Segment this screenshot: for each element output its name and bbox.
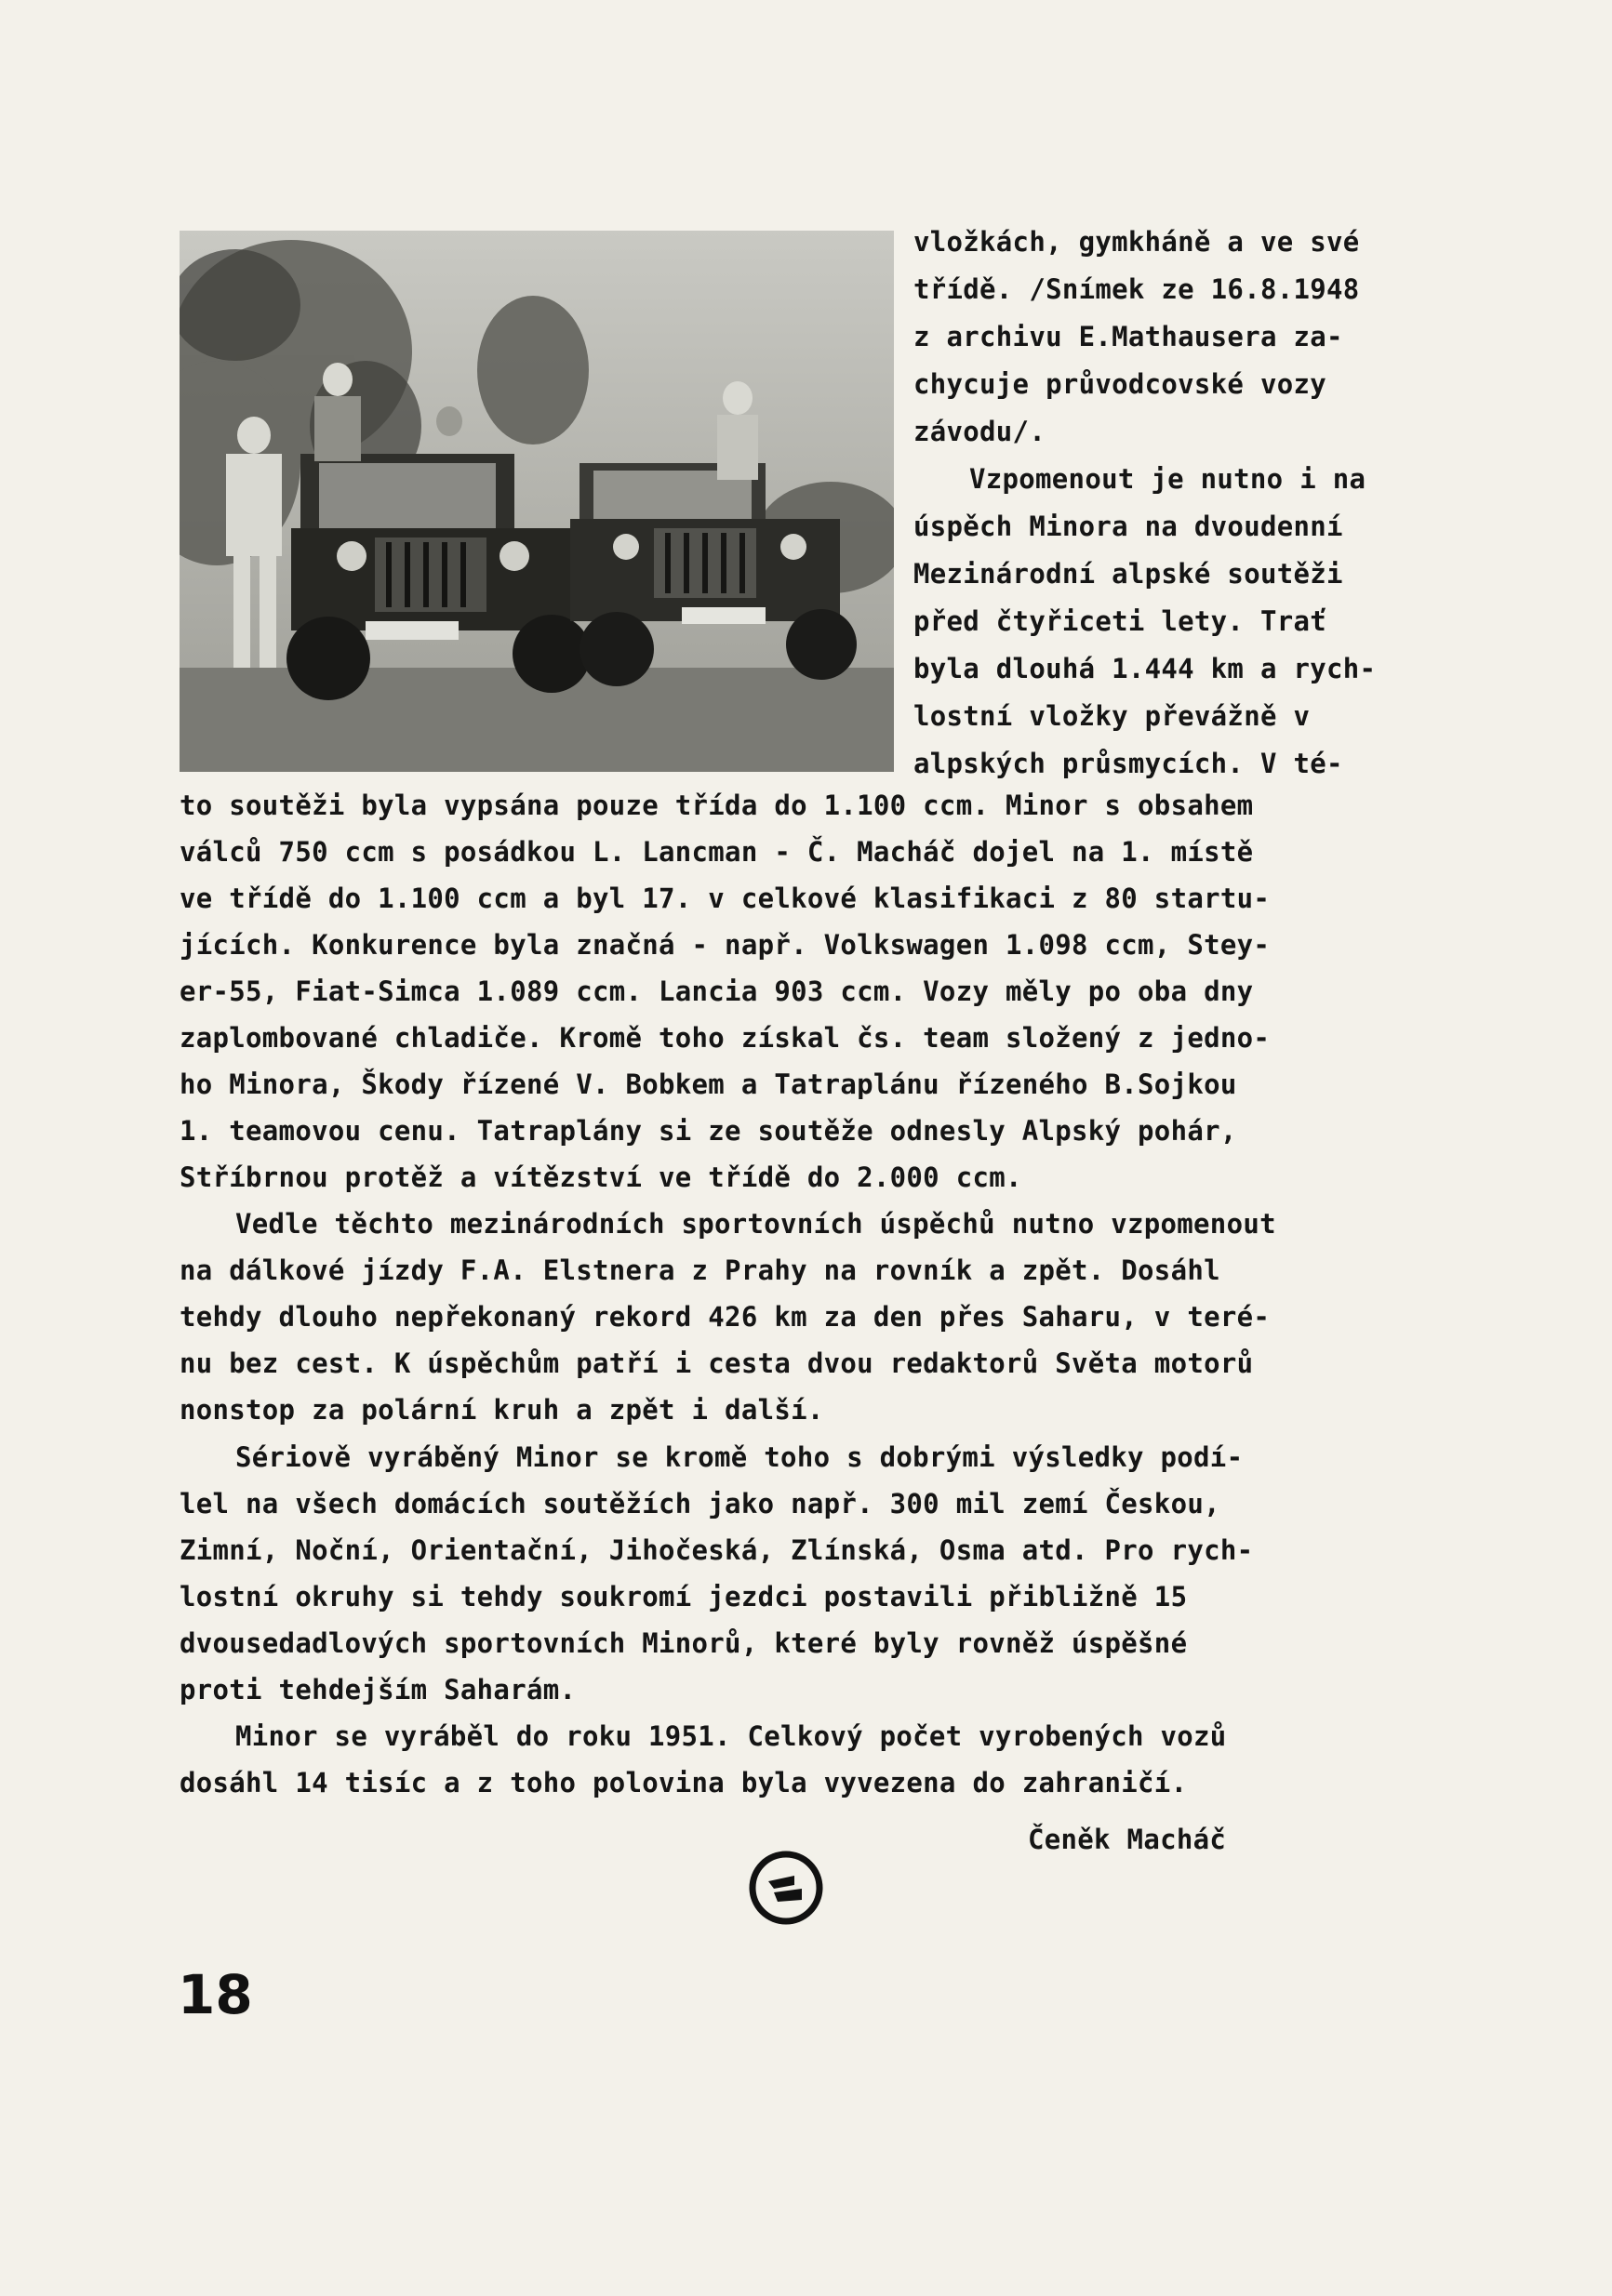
text-line: er-55, Fiat-Simca 1.089 ccm. Lancia 903 ccm. Vozy měly po oba dny: [180, 975, 1254, 1007]
text-line: to soutěži byla vypsána pouze třída do 1.100 ccm. Minor s obsahem: [180, 790, 1254, 821]
text-line: z archivu E.Mathausera za-: [913, 321, 1343, 352]
text-line: lostní okruhy si tehdy soukromí jezdci postavili přibližně 15: [180, 1581, 1188, 1613]
text-line: dvousedadlových sportovních Minorů, které byly rovněž úspěšné: [180, 1627, 1188, 1659]
text-line: Vedle těchto mezinárodních sportovních úspěchů nutno vzpomenout: [235, 1208, 1276, 1240]
text-line: na dálkové jízdy F.A. Elstnera z Prahy na rovník a zpět. Dosáhl: [180, 1254, 1220, 1286]
text-line: byla dlouhá 1.444 km a rych-: [913, 653, 1377, 684]
jeeps-photo-illustration: [180, 231, 894, 772]
text-line: Mezinárodní alpské soutěži: [913, 558, 1343, 590]
text-line: lel na všech domácích soutěžích jako např. 300 mil zemí Českou,: [180, 1488, 1220, 1520]
text-line: chycuje průvodcovské vozy: [913, 368, 1326, 400]
text-line: ho Minora, Škody řízené V. Bobkem a Tatraplánu řízeného B.Sojkou: [180, 1068, 1237, 1100]
text-line: proti tehdejším Saharám.: [180, 1674, 577, 1705]
text-line: lostní vložky převážně v: [913, 700, 1311, 732]
text-line: Minor se vyráběl do roku 1951. Celkový počet vyrobených vozů: [235, 1720, 1227, 1752]
text-line: nonstop za polární kruh a zpět i další.: [180, 1394, 824, 1426]
text-line: jících. Konkurence byla značná - např. Volkswagen 1.098 ccm, Stey-: [180, 929, 1271, 961]
text-line: zaplombované chladiče. Kromě toho získal čs. team složený z jedno-: [180, 1022, 1271, 1054]
text-line: Sériově vyráběný Minor se kromě toho s dobrými výsledky podí-: [235, 1441, 1244, 1473]
text-line: alpských průsmycích. V té-: [913, 748, 1343, 779]
text-line: válců 750 ccm s posádkou L. Lancman - Č. Macháč dojel na 1. místě: [180, 836, 1254, 868]
text-line: Zimní, Noční, Orientační, Jihočeská, Zlínská, Osma atd. Pro rych-: [180, 1534, 1254, 1566]
text-line: nu bez cest. K úspěchům patří i cesta dvou redaktorů Světa motorů: [180, 1347, 1254, 1379]
text-line: vložkách, gymkháně a ve své: [913, 226, 1360, 258]
text-line: ve třídě do 1.100 ccm a byl 17. v celkové klasifikaci z 80 startu-: [180, 883, 1271, 914]
text-line: před čtyřiceti lety. Trať: [913, 605, 1326, 637]
text-line: Vzpomenout je nutno i na: [969, 463, 1366, 495]
text-line: 1. teamovou cenu. Tatraplány si ze soutěže odnesly Alpský pohár,: [180, 1115, 1237, 1147]
historical-photo: [180, 231, 894, 772]
author-signature: Čeněk Macháč: [1028, 1824, 1227, 1855]
svet-motoru-logo-icon: [746, 1848, 826, 1928]
text-line: závodu/.: [913, 416, 1046, 447]
page-number: 18: [178, 1963, 253, 2026]
text-line: úspěch Minora na dvoudenní: [913, 511, 1343, 542]
text-line: tehdy dlouho nepřekonaný rekord 426 km za den přes Saharu, v teré-: [180, 1301, 1271, 1333]
text-line: třídě. /Snímek ze 16.8.1948: [913, 273, 1360, 305]
text-line: Stříbrnou protěž a vítězství ve třídě do 2.000 ccm.: [180, 1161, 1022, 1193]
text-line: dosáhl 14 tisíc a z toho polovina byla vyvezena do zahraničí.: [180, 1767, 1188, 1798]
